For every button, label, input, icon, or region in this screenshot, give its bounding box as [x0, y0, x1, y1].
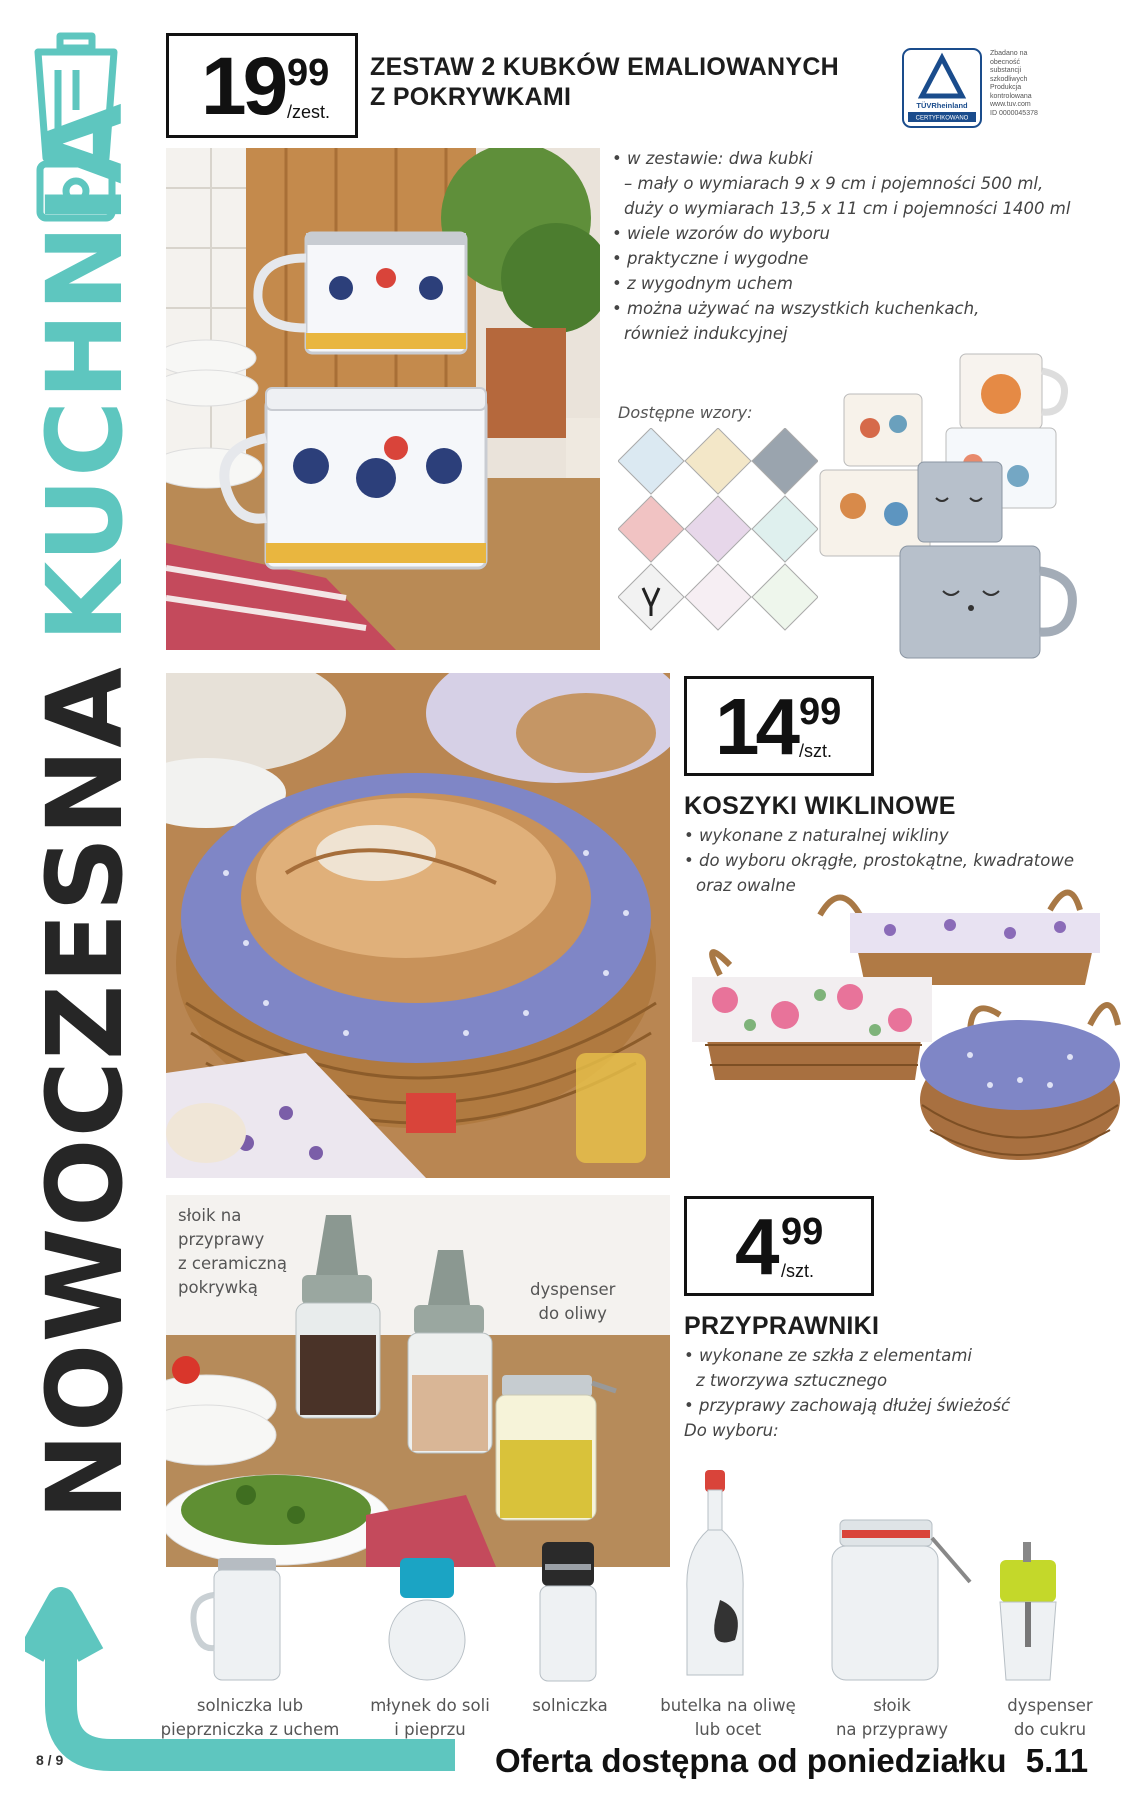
patterns-label: Dostępne wzory: — [618, 403, 753, 422]
bullet: • wiele wzorów do wyboru — [612, 224, 830, 243]
variant-caption-3 — [515, 1694, 625, 1718]
bullet: duży o wymiarach 13,5 x 11 cm i pojemności 1400 ml — [624, 199, 1071, 218]
bullet: • w zestawie: dwa kubki — [612, 149, 813, 168]
tuv-line: ID 0000045378 — [990, 109, 1038, 117]
caption-line: lub ocet — [694, 1720, 762, 1739]
baskets-photo — [166, 673, 670, 1178]
title-line-1: ZESTAW 2 KUBKÓW EMALIOWANYCH — [370, 53, 840, 81]
blender-icon — [30, 30, 122, 225]
tuv-line: www.tuv.com — [990, 101, 1031, 108]
bullet: • można używać na wszystkich kuchenkach, — [612, 299, 980, 318]
caption-line: butelka na oliwę — [660, 1696, 796, 1715]
bullet: • wykonane ze szkła z elementami — [684, 1346, 972, 1365]
bullet: Do wyboru: — [684, 1421, 779, 1440]
product-title-baskets: KOSZYKI WIKLINOWE — [684, 792, 956, 820]
bullet: • do wyboru okrągłe, prostokątne, kwadratowe — [684, 851, 1074, 870]
price-decimal: 99 — [781, 1211, 824, 1253]
bullet: – mały o wymiarach 9 x 9 cm i pojemności 500 ml, — [624, 174, 1044, 193]
variant-salt-shaker — [540, 1542, 596, 1681]
price-unit: /zest. — [287, 102, 331, 122]
caption-line: i pieprzu — [394, 1720, 466, 1739]
swatch-1 — [618, 428, 684, 494]
caption-line: dyspenser — [1007, 1696, 1093, 1715]
price-box-spice — [684, 1196, 874, 1296]
swatch-8 — [685, 564, 751, 630]
price-decimal: 99 — [287, 52, 330, 94]
variant-caption-5 — [822, 1694, 962, 1742]
swatch-5 — [685, 496, 751, 562]
tuv-badge: CERTYFIKOWANO — [915, 115, 969, 122]
price-unit: /szt. — [781, 1261, 815, 1281]
offer-text: Oferta dostępna od poniedziałku — [495, 1742, 1007, 1779]
tuv-line: substancji — [990, 67, 1022, 74]
price-decimal: 99 — [799, 691, 842, 733]
price-unit: /szt. — [799, 741, 833, 761]
note-line: z ceramiczną — [178, 1254, 287, 1273]
bullet: • praktyczne i wygodne — [612, 249, 809, 268]
caption-line: na przyprawy — [835, 1720, 949, 1739]
pattern-swatches — [618, 428, 818, 638]
price-box-baskets — [684, 676, 874, 776]
note-line: dyspenser — [530, 1280, 616, 1299]
variant-jar — [832, 1520, 970, 1680]
variant-bottle — [687, 1470, 743, 1675]
swatch-4 — [618, 496, 684, 562]
price-integer: 19 — [201, 41, 285, 132]
bullet: • wykonane z naturalnej wikliny — [684, 826, 949, 845]
mugs-photo — [166, 148, 600, 650]
variant-caption-4 — [638, 1694, 818, 1742]
mugs-variants-image — [818, 346, 1108, 664]
caption-line: pieprzniczka z uchem — [160, 1720, 340, 1739]
title-line-2: Z POKRYWKAMI — [370, 83, 572, 111]
bullet: • przyprawy zachowają dłużej świeżość — [684, 1396, 1011, 1415]
variant-grinder — [389, 1558, 465, 1680]
note-line: słoik na — [178, 1206, 242, 1225]
variant-caption-2 — [345, 1694, 515, 1742]
swatch-3 — [752, 428, 818, 494]
tuv-line: obecność — [990, 58, 1020, 66]
bullets-spice — [684, 1343, 1010, 1443]
bullet: oraz owalne — [696, 876, 796, 895]
tuv-logo-icon — [902, 48, 982, 128]
title-word-1: NOWOCZESNA — [24, 666, 146, 1520]
vertical-title — [24, 102, 146, 1520]
product-title-spice: PRZYPRAWNIKI — [684, 1312, 880, 1340]
caption-line: słoik — [873, 1696, 911, 1715]
note-line: przyprawy — [178, 1230, 265, 1249]
bullets-mugs — [612, 146, 1070, 346]
tuv-line: Zbadano na — [990, 50, 1028, 57]
page-number: 8 / 9 — [36, 1752, 64, 1768]
tuv-text — [990, 50, 1060, 118]
price-integer: 4 — [735, 1202, 780, 1291]
offer-date: 5.11 — [1025, 1742, 1089, 1779]
offer-footer — [495, 1742, 1088, 1780]
tuv-line: Produkcja — [990, 84, 1022, 91]
swatch-7 — [618, 564, 684, 630]
note-line: pokrywką — [178, 1278, 258, 1297]
bullet: • z wygodnym uchem — [612, 274, 793, 293]
swatch-6 — [752, 496, 818, 562]
price-integer: 14 — [715, 682, 796, 771]
caption-line: solniczka — [532, 1696, 608, 1715]
title-word-2: KUCHNIA — [24, 102, 146, 643]
price-box-mugs — [166, 33, 358, 138]
variant-sugar-dispenser — [1000, 1542, 1056, 1680]
swatch-9 — [752, 564, 818, 630]
caption-line: do cukru — [1013, 1720, 1087, 1739]
swatch-2 — [685, 428, 751, 494]
tuv-line: szkodliwych — [990, 75, 1028, 83]
photo-note-oil — [530, 1278, 615, 1326]
variant-salt-handle — [193, 1558, 280, 1680]
bullet: z tworzywa sztucznego — [696, 1371, 888, 1390]
variant-caption-1 — [160, 1694, 340, 1742]
tuv-brand: TÜVRheinland — [916, 101, 968, 110]
caption-line: młynek do soli — [370, 1696, 490, 1715]
tuv-line: kontrolowana — [990, 92, 1032, 100]
photo-note-jar — [178, 1204, 287, 1300]
caption-line: solniczka lub — [196, 1696, 304, 1715]
bullet: również indukcyjnej — [624, 324, 788, 343]
baskets-variants-image — [690, 885, 1122, 1175]
note-line: do oliwy — [538, 1304, 607, 1323]
variant-caption-6 — [990, 1694, 1110, 1742]
spice-variants-image — [190, 1450, 1120, 1690]
product-title-mugs — [370, 52, 839, 112]
